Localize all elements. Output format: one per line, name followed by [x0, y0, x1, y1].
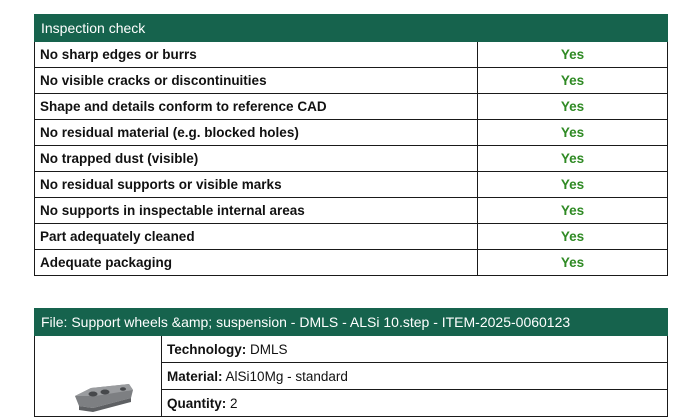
- inspection-value: Yes: [478, 250, 668, 276]
- inspection-value: Yes: [478, 68, 668, 94]
- inspection-header: Inspection check: [35, 15, 668, 42]
- inspection-value: Yes: [478, 172, 668, 198]
- inspection-label: Adequate packaging: [35, 250, 478, 276]
- technology-value: DMLS: [250, 341, 288, 357]
- inspection-row: [35, 42, 668, 68]
- inspection-row: [35, 146, 668, 172]
- inspection-label: No supports in inspectable internal areas: [35, 198, 478, 224]
- inspection-label: Shape and details conform to reference CAD: [35, 94, 478, 120]
- technology-cell: [162, 336, 668, 363]
- part-image-cell: [35, 336, 162, 417]
- inspection-label: Part adequately cleaned: [35, 224, 478, 250]
- inspection-row: [35, 224, 668, 250]
- inspection-value: Yes: [478, 198, 668, 224]
- inspection-label: No residual supports or visible marks: [35, 172, 478, 198]
- material-key: Material:: [167, 368, 223, 384]
- inspection-row: [35, 250, 668, 276]
- file-header-row: [35, 309, 668, 336]
- file-header: File: Support wheels &amp; suspension - DMLS - ALSi 10.step - ITEM-2025-0060123: [35, 309, 668, 336]
- material-cell: [162, 363, 668, 390]
- inspection-value: Yes: [478, 94, 668, 120]
- inspection-value: Yes: [478, 120, 668, 146]
- inspection-value: Yes: [478, 224, 668, 250]
- part-thumbnail-icon: [71, 374, 135, 414]
- inspection-value: Yes: [478, 146, 668, 172]
- inspection-table: [34, 14, 668, 276]
- inspection-header-row: [35, 15, 668, 42]
- material-value: AlSi10Mg - standard: [225, 368, 348, 384]
- quantity-cell: [162, 390, 668, 417]
- inspection-value: Yes: [478, 42, 668, 68]
- technology-row: [35, 336, 668, 363]
- inspection-label: No visible cracks or discontinuities: [35, 68, 478, 94]
- inspection-label: No sharp edges or burrs: [35, 42, 478, 68]
- inspection-row: [35, 68, 668, 94]
- quantity-value: 2: [230, 395, 238, 411]
- inspection-row: [35, 198, 668, 224]
- quantity-key: Quantity:: [167, 395, 227, 411]
- file-table: [34, 308, 668, 417]
- inspection-row: [35, 172, 668, 198]
- technology-key: Technology:: [167, 341, 247, 357]
- inspection-label: No trapped dust (visible): [35, 146, 478, 172]
- inspection-row: [35, 94, 668, 120]
- inspection-row: [35, 120, 668, 146]
- inspection-label: No residual material (e.g. blocked holes): [35, 120, 478, 146]
